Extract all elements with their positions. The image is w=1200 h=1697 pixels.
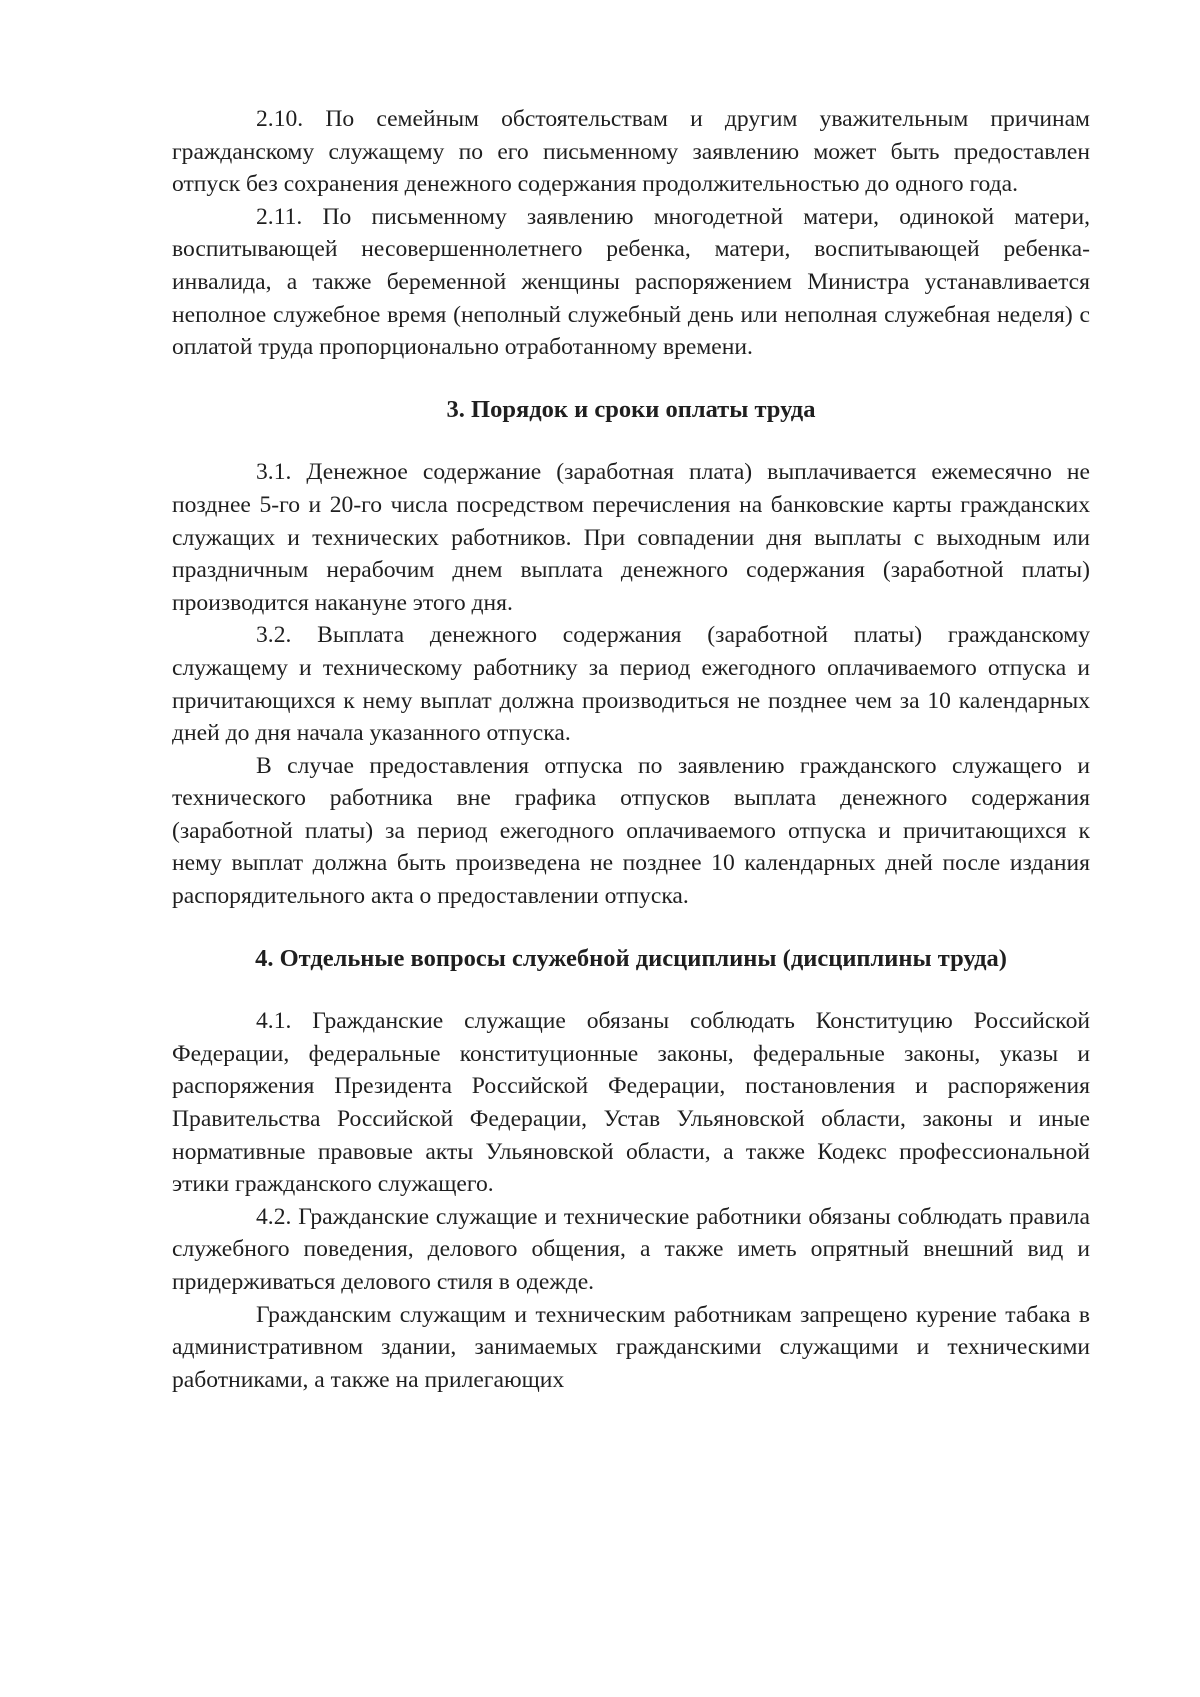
paragraph-2-10: 2.10. По семейным обстоятельствам и другим уважительным причинам гражданскому служащему по его письменному заявлению может быть предоставлен отпуск без сохранения денежного содержания продолжительностью до одного года. xyxy=(172,106,1090,198)
spacer xyxy=(172,975,1090,1005)
spacer xyxy=(172,913,1090,943)
paragraph-4-2-continued: Гражданским служащим и техническим работникам запрещено курение табака в административном здании, занимаемых гражданскими служащими и техническими работниками, а также на прилегающих xyxy=(172,1301,1090,1393)
paragraph-3-2-continued: В случае предоставления отпуска по заявлению гражданского служащего и технического работника вне графика отпусков выплата денежного содержания (заработной платы) за период ежегодного оплачиваемого отпуска и причитающихся к нему выплат должна быть произведена не позднее 10 календарных дней после издания распорядительного акта о предоставлении отпуска. xyxy=(172,752,1090,910)
paragraph-3-2: 3.2. Выплата денежного содержания (заработной платы) гражданскому служащему и техническому работнику за период ежегодного оплачиваемого отпуска и причитающихся к нему выплат должна производиться не позднее чем за 10 календарных дней до дня начала указанного отпуска. xyxy=(172,622,1090,747)
section-4-heading: 4. Отдельные вопросы служебной дисциплины (дисциплины труда) xyxy=(255,944,1007,972)
section-3-heading: 3. Порядок и сроки оплаты труда xyxy=(446,395,816,423)
paragraph-4-2: 4.2. Гражданские служащие и технические работники обязаны соблюдать правила служебного поведения, делового общения, а также иметь опрятный внешний вид и придерживаться делового стиля в одежде. xyxy=(172,1203,1090,1295)
spacer xyxy=(172,426,1090,456)
spacer xyxy=(172,364,1090,394)
paragraph-2-11: 2.11. По письменному заявлению многодетной матери, одинокой матери, воспитывающей несовершеннолетнего ребенка, матери, воспитывающей ребенка-инвалида, а также беременной женщины распоряжением Министра устанавливается неполное служебное время (неполный служебный день или неполная служебная неделя) с оплатой труда пропорционально отработанному времени. xyxy=(172,203,1090,361)
paragraph-3-1: 3.1. Денежное содержание (заработная плата) выплачивается ежемесячно не позднее 5-го и 20-го числа посредством перечисления на банковские карты гражданских служащих и технических работников. При совпадении дня выплаты с выходным или праздничным нерабочим днем выплата денежного содержания (заработной платы) производится накануне этого дня. xyxy=(172,459,1090,616)
paragraph-4-1: 4.1. Гражданские служащие обязаны соблюдать Конституцию Российской Федерации, федеральные конституционные законы, федеральные законы, указы и распоряжения Президента Российской Федерации, постановления и распоряжения Правительства Российской Федерации, Устав Ульяновской области, законы и иные нормативные правовые акты Ульяновской области, а также Кодекс профессиональной этики гражданского служащего. xyxy=(172,1008,1090,1198)
